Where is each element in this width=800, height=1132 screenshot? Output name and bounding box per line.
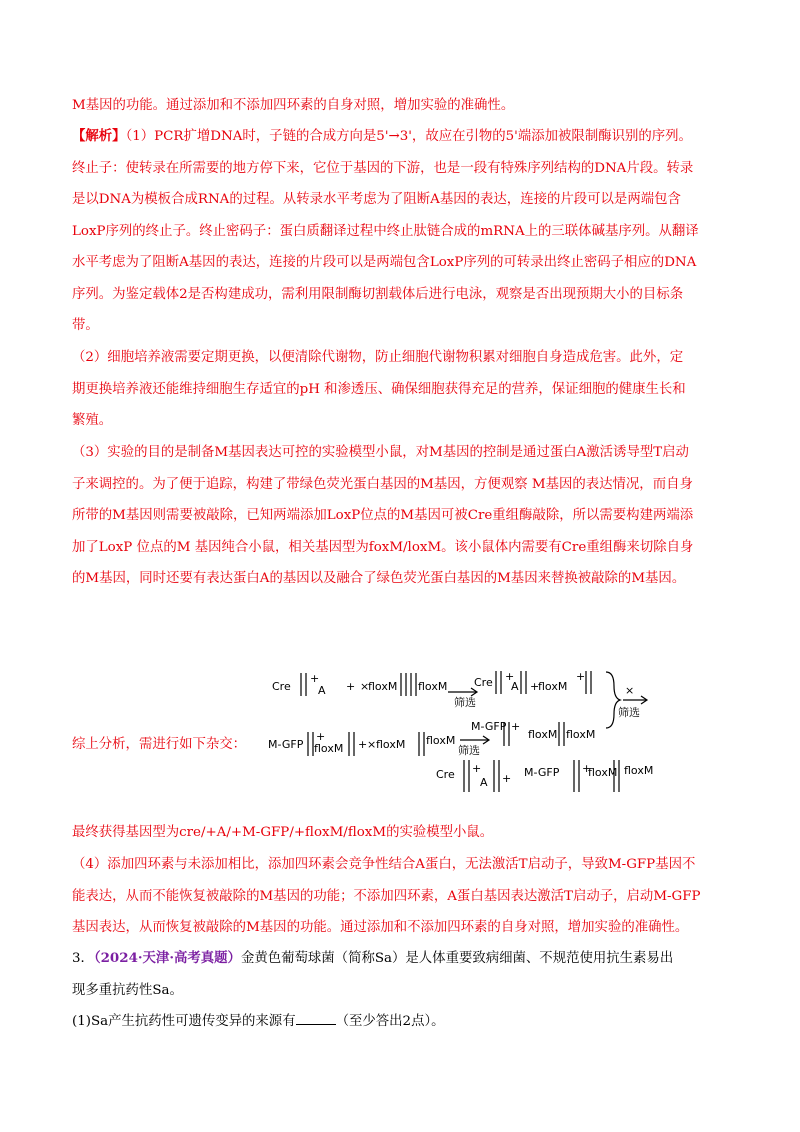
question-text: 金黄色葡萄球菌（简称Sa）是人体重要致病细菌、不规范使用抗生素易出 <box>240 951 674 966</box>
gene-floxm: floxM <box>528 728 558 741</box>
gene-a: A <box>480 776 488 789</box>
gene-a: A <box>318 684 326 697</box>
gene-floxm: floxM <box>624 764 654 777</box>
question-number: 3． <box>72 951 94 966</box>
screen-label: 筛选 <box>454 696 476 709</box>
cross-sign: × <box>360 680 370 693</box>
cross-conclusion <box>72 817 728 849</box>
text-line: 序列。为鉴定载体2是否构建成功，需利用限制酶切割载体后进行电泳，观察是否出现预期大小的目标条 <box>72 286 684 302</box>
sub-question-hint: （至少答出2点）。 <box>335 1014 445 1029</box>
cross-sign: × <box>625 684 635 697</box>
allele-plus: + <box>310 672 320 685</box>
text-line: 终止子：使转录在所需要的地方停下来，它位于基因的下游，也是一段有特殊序列结构的DNA片段。转录 <box>72 160 694 176</box>
gene-m-gfp: M-GFP <box>524 766 560 779</box>
analysis-first-line: （1）PCR扩增DNA时，子链的合成方向是5'→3'，故应在引物的5'端添加被限制酶识别的序列。 <box>125 129 692 144</box>
cross-intro: 综上分析，需进行如下杂交： <box>72 737 247 752</box>
allele-plus: + <box>316 730 326 743</box>
cross-sign: × <box>367 738 377 751</box>
text-line: （4）添加四环素与未添加相比，添加四环素会竞争性结合A蛋白，无法激活T启动子，导致M-GFP基因不 <box>72 857 696 872</box>
allele-plus: + <box>511 720 521 733</box>
question-3 <box>72 943 728 1038</box>
text-line: 基因表达，从而恢复被敲除的M基因的功能。通过添加和不添加四环素的自身对照，增加实验的准确性。 <box>72 920 689 935</box>
continuation-paragraph <box>72 90 728 122</box>
allele-plus: + <box>530 680 540 693</box>
gene-cre: Cre <box>474 676 493 689</box>
gene-m-gfp: M-GFP <box>268 738 304 751</box>
gene-floxm: floxM <box>368 680 398 693</box>
answer-blank[interactable] <box>296 1010 336 1025</box>
screen-label: 筛选 <box>618 706 640 719</box>
text-line: 的M基因，同时还要有表达蛋白A的基因以及融合了绿色荧光蛋白基因的M基因来替换被敲除的M基因。 <box>72 571 686 586</box>
text-line: （2）细胞培养液需要定期更换，以便清除代谢物，防止细胞代谢物积累对细胞自身造成危害。此外，定 <box>72 350 684 365</box>
text-line: 是以DNA为模板合成RNA的过程。从转录水平考虑为了阻断A基因的表达，连接的片段可以是两端包含 <box>72 192 681 207</box>
gene-floxm: floxM <box>376 738 406 751</box>
gene-floxm: floxM <box>538 680 568 693</box>
analysis-part-1 <box>72 121 728 342</box>
gene-m-gfp: M-GFP <box>471 720 507 733</box>
question-source: （2024·天津·高考真题） <box>93 950 241 966</box>
allele-plus: + <box>346 680 356 693</box>
text-line: 带。 <box>72 318 99 333</box>
text-line: LoxP序列的终止子。终止密码子：蛋白质翻译过程中终止肽链合成的mRNA上的三联体碱基序列。从翻译 <box>72 223 699 239</box>
text-line: （3）实验的目的是制备M基因表达可控的实验模型小鼠，对M基因的控制是通过蛋白A激活诱导型T启动 <box>72 445 689 460</box>
analysis-part-4 <box>72 849 728 944</box>
text-line: 所带的M基因则需要被敲除，已知两端添加LoxP位点的M基因可被Cre重组酶敲除，所以需要构建两端添 <box>72 508 694 523</box>
allele-plus: + <box>472 762 482 775</box>
analysis-label: 【解析】 <box>72 128 126 144</box>
text-line: 最终获得基因型为cre/+A/+M-GFP/+floxM/floxM的实验模型小鼠。 <box>72 825 494 840</box>
text-line: 水平考虑为了阻断A基因的表达，连接的片段可以是两端包含LoxP序列的可转录出终止密码子相应的DNA <box>72 255 697 270</box>
genetic-cross-diagram <box>268 668 688 818</box>
gene-floxm: floxM <box>566 728 596 741</box>
gene-floxm: floxM <box>588 766 618 779</box>
gene-cre: Cre <box>272 680 291 693</box>
text-line: 现多重抗药性Sa。 <box>72 982 183 998</box>
analysis-part-3 <box>72 437 728 595</box>
allele-plus: + <box>505 670 515 683</box>
gene-floxm: floxM <box>426 734 456 747</box>
sub-question-text: (1)Sa产生抗药性可遗传变异的来源有 <box>72 1014 296 1029</box>
analysis-part-2 <box>72 342 728 437</box>
allele-plus: + <box>358 738 368 751</box>
text-line: 能表达，从而不能恢复被敲除的M基因的功能；不添加四环素，A蛋白基因表达激活T启动子，启动M-GFP <box>72 888 701 904</box>
allele-plus: + <box>576 670 586 683</box>
text-line <box>72 121 728 153</box>
text-line: 子来调控的。为了便于追踪，构建了带绿色荧光蛋白基因的M基因，方便观察 M基因的表达情况，而自身 <box>72 476 693 492</box>
text-line: 加了LoxP 位点的M 基因纯合小鼠，相关基因型为foxM/loxM。该小鼠体内需要有Cre重组酶来切除自身 <box>72 539 694 555</box>
text-line: 期更换培养液还能维持细胞生存适宜的pH 和渗透压、确保细胞获得充足的营养，保证细胞的健康生长和 <box>72 381 686 397</box>
text-line <box>72 943 728 975</box>
allele-plus: + <box>582 762 592 775</box>
gene-cre: Cre <box>436 768 455 781</box>
gene-floxm: floxM <box>418 680 448 693</box>
gene-floxm: floxM <box>314 742 344 755</box>
text-line: M基因的功能。通过添加和不添加四环素的自身对照，增加实验的准确性。 <box>72 98 515 113</box>
screen-label: 筛选 <box>458 744 480 757</box>
text-line: 繁殖。 <box>72 413 113 428</box>
gene-a: A <box>511 680 519 693</box>
sub-question-1 <box>72 1006 728 1038</box>
allele-plus: + <box>502 772 512 785</box>
